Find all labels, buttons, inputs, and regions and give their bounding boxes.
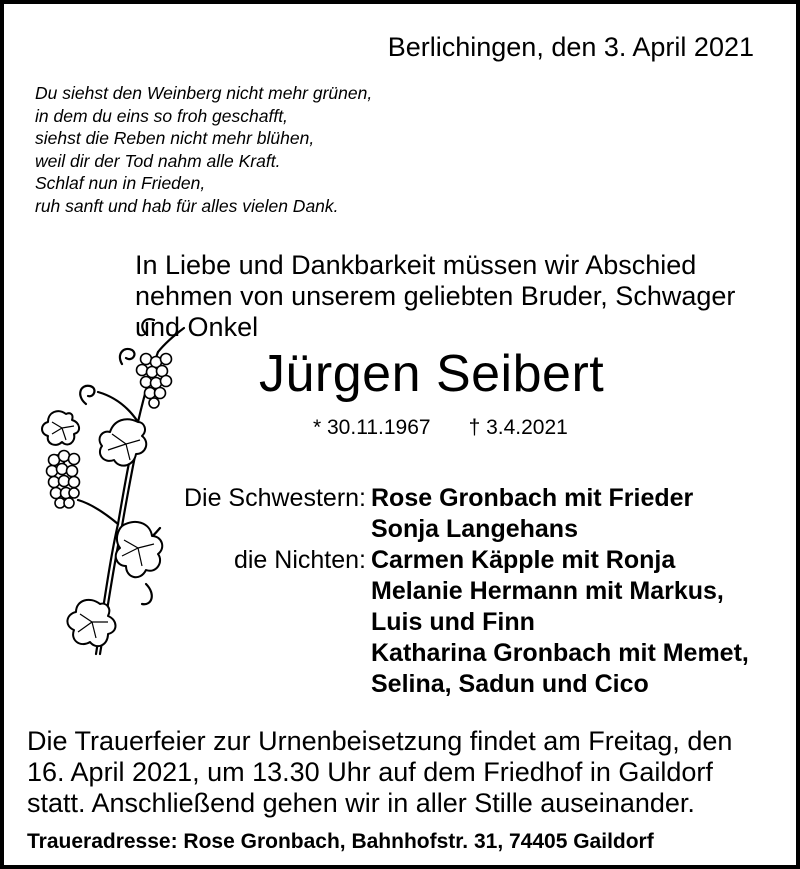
poem-line: Du siehst den Weinberg nicht mehr grünen, [35, 83, 373, 103]
poem [35, 82, 372, 217]
intro-line: nehmen von unserem geliebten Bruder, Schwager [135, 281, 736, 311]
survivors-list [4, 483, 796, 703]
deceased-name: Jürgen Seibert [259, 345, 605, 403]
sister-name: Rose Gronbach mit Frieder [371, 484, 694, 512]
niece-name: Katharina Gronbach mit Memet, [371, 639, 749, 667]
niece-name: Luis und Finn [371, 608, 535, 636]
ceremony-info [27, 726, 732, 819]
place-date: Berlichingen, den 3. April 2021 [387, 32, 754, 62]
intro-text [135, 250, 735, 343]
birth-date: * 30.11.1967 [313, 416, 431, 439]
poem-line: ruh sanft und hab für alles vielen Dank. [35, 195, 339, 216]
poem-line: in dem du eins so froh geschafft, [35, 105, 288, 126]
ceremony-line: 16. April 2021, um 13.30 Uhr auf dem Friedhof in Gaildorf [27, 757, 713, 787]
intro-line: und Onkel [135, 312, 259, 342]
poem-line: Schlaf nun in Frieden, [35, 173, 206, 193]
niece-name: Selina, Sadun und Cico [371, 670, 649, 698]
intro-line: In Liebe und Dankbarkeit müssen wir Abschied [135, 250, 697, 280]
death-date: † 3.4.2021 [468, 416, 568, 439]
poem-line: weil dir der Tod nahm alle Kraft. [35, 150, 281, 171]
nieces-label: die Nichten: [233, 546, 366, 574]
poem-line: siehst die Reben nicht mehr blühen, [35, 128, 315, 148]
ceremony-line: statt. Anschließend gehen wir in aller Stille auseinander. [27, 788, 695, 818]
ceremony-line: Die Trauerfeier zur Urnenbeisetzung findet am Freitag, den [27, 726, 733, 756]
life-dates [313, 416, 606, 440]
niece-name: Carmen Käpple mit Ronja [371, 546, 676, 574]
mourning-address: Traueradresse: Rose Gronbach, Bahnhofstr. 31, 74405 Gaildorf [27, 830, 654, 853]
niece-name: Melanie Hermann mit Markus, [371, 577, 724, 605]
sisters-label: Die Schwestern: [183, 484, 366, 512]
sister-name: Sonja Langehans [371, 515, 578, 543]
